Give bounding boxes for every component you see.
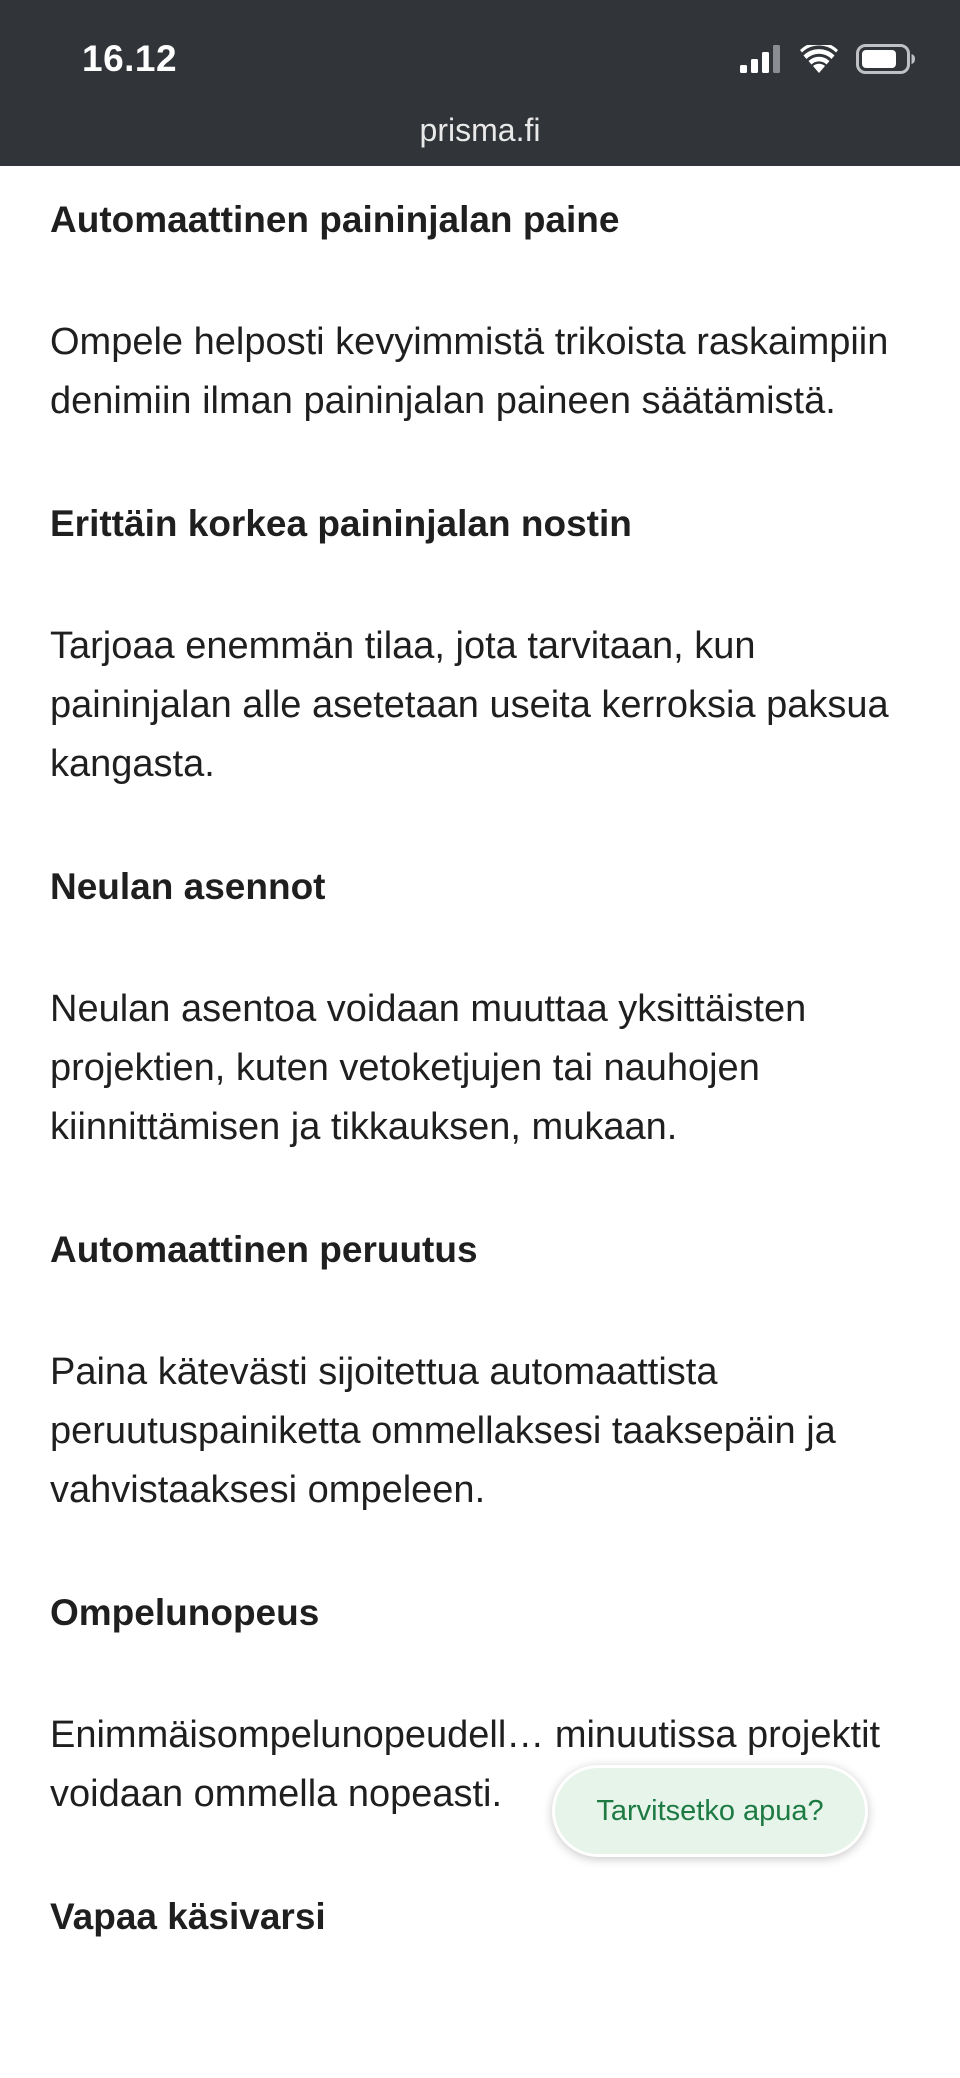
product-description bbox=[50, 166, 910, 1947]
help-chat-button[interactable]: Tarvitsetko apua? bbox=[552, 1765, 868, 1857]
feature-heading: Ompelunopeus bbox=[50, 1592, 320, 1633]
feature-heading: Automaattinen peruutus bbox=[50, 1229, 478, 1270]
status-time: 16.12 bbox=[82, 38, 178, 79]
feature-heading: Erittäin korkea paininjalan nostin bbox=[50, 503, 632, 544]
battery-icon bbox=[856, 44, 916, 79]
feature-text: Neulan asentoa voidaan muuttaa yksittäisten projektien, kuten vetoketjujen tai nauhojen kiinnittämisen ja tikkauksen, mukaan. bbox=[50, 988, 807, 1148]
feature-text: Ompele helposti kevyimmistä trikoista raskaimpiin denimiin ilman paininjalan paineen säätämistä. bbox=[50, 321, 889, 422]
feature-text: Paina kätevästi sijoitettua automaattista peruutuspainiketta ommellaksesi taaksepäin ja vahvistaaksesi ompeleen. bbox=[50, 1351, 836, 1511]
feature-text: Tarjoaa enemmän tilaa, jota tarvitaan, kun paininjalan alle asetetaan useita kerroksia paksua kangasta. bbox=[50, 625, 889, 785]
status-icons bbox=[740, 44, 916, 78]
feature-section bbox=[50, 1220, 910, 1520]
feature-heading: Automaattinen paininjalan paine bbox=[50, 199, 620, 240]
feature-section bbox=[50, 857, 910, 1157]
wifi-icon bbox=[800, 45, 838, 78]
feature-section bbox=[50, 494, 910, 794]
browser-url[interactable]: prisma.fi bbox=[419, 112, 541, 148]
feature-section bbox=[50, 1887, 910, 1947]
cellular-signal-icon bbox=[740, 45, 782, 78]
feature-heading: Vapaa käsivarsi bbox=[50, 1896, 326, 1937]
feature-text: Enimmäisompelunopeudell… minuutissa projektit voidaan ommella nopeasti. bbox=[50, 1714, 881, 1815]
status-bar bbox=[0, 0, 960, 166]
feature-section bbox=[50, 190, 910, 431]
feature-heading: Neulan asennot bbox=[50, 866, 326, 907]
